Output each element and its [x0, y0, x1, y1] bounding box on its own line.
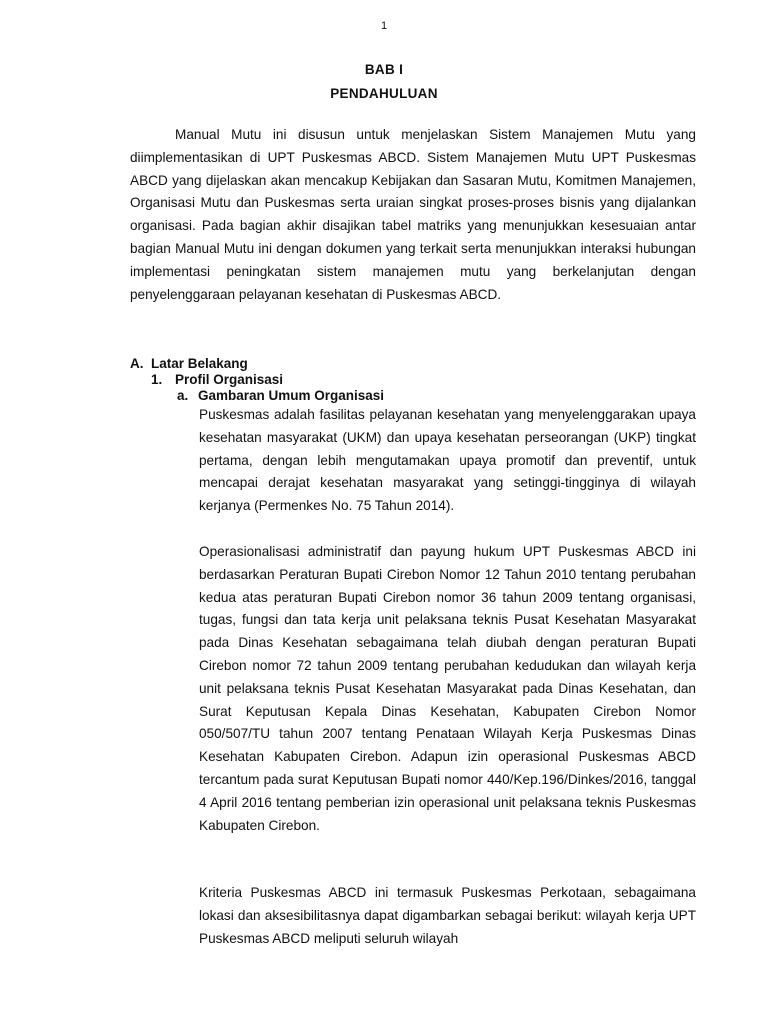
page-number: 1	[380, 20, 388, 32]
section-title: Latar Belakang	[151, 356, 248, 371]
subsection-heading-profil-organisasi	[151, 372, 283, 388]
item-marker: a.	[177, 388, 189, 403]
section-marker: A.	[130, 356, 144, 371]
intro-paragraph: Manual Mutu ini disusun untuk menjelaskan Sistem Manajemen Mutu yang diimplementasikan di UPT Puskesmas ABCD. Sistem Manajemen Mutu UPT Puskesmas ABCD yang dijelaskan akan mencakup Kebijakan dan Sasaran Mutu, Komitmen Manajemen, Organisasi Mutu dan Puskesmas serta uraian singkat proses-proses bisnis yang dijalankan organisasi. Pada bagian akhir disajikan tabel matriks yang menunjukkan kesesuaian antar bagian Manual Mutu ini dengan dokumen yang terkait serta menunjukkan interaksi hubungan implementasi peningkatan sistem manajemen mutu yang berkelanjutan dengan penyelenggaraan pelayanan kesehatan di Puskesmas ABCD.	[130, 127, 696, 302]
item-title: Gambaran Umum Organisasi	[198, 388, 385, 403]
chapter-title: PENDAHULUAN	[330, 86, 438, 101]
section-heading-latar-belakang	[130, 356, 248, 372]
body-paragraph: Puskesmas adalah fasilitas pelayanan kesehatan yang menyelenggarakan upaya kesehatan masyarakat (UKM) dan upaya kesehatan perseorangan (UKP) tingkat pertama, dengan lebih mengutamakan upaya promotif dan preventif, untuk mencapai derajat kesehatan masyarakat yang setinggi-tingginya di wilayah kerjanya (Permenkes No. 75 Tahun 2014).	[199, 407, 696, 514]
body-paragraph: Operasionalisasi administratif dan payung hukum UPT Puskesmas ABCD ini berdasarkan Peraturan Bupati Cirebon Nomor 12 Tahun 2010 tentang perubahan kedua atas peraturan Bupati Cirebon nomor 36 tahun 2009 tentang organisasi, tugas, fungsi dan tata kerja unit pelaksana teknis Pusat Kesehatan Masyarakat pada Dinas Kesehatan sebagaimana telah diubah dengan peraturan Bupati Cirebon nomor 72 tahun 2009 tentang perubahan kedudukan dan wilayah kerja unit pelaksana teknis Pusat Kesehatan Masyarakat pada Dinas Kesehatan, dan Surat Keputusan Kepala Dinas Kesehatan, Kabupaten Cirebon Nomor 050/507/TU tahun 2007 tentang Penataan Wilayah Kerja Puskesmas Dinas Kesehatan Kabupaten Cirebon. Adapun izin operasional Puskesmas ABCD tercantum pada surat Keputusan Bupati nomor 440/Kep.196/Dinkes/2016, tanggal 4 April 2016 tentang pemberian izin operasional unit pelaksana teknis Puskesmas Kabupaten Cirebon.	[199, 544, 696, 833]
body-paragraph: Kriteria Puskesmas ABCD ini termasuk Puskesmas Perkotaan, sebagaimana lokasi dan aksesibilitasnya dapat digambarkan sebagai berikut: wilayah kerja UPT Puskesmas ABCD meliputi seluruh wilayah	[199, 885, 696, 946]
subsection-title: Profil Organisasi	[175, 372, 284, 387]
subsection-marker: 1.	[151, 372, 163, 387]
chapter-number: BAB I	[364, 62, 404, 77]
item-heading-gambaran-umum	[177, 388, 384, 404]
